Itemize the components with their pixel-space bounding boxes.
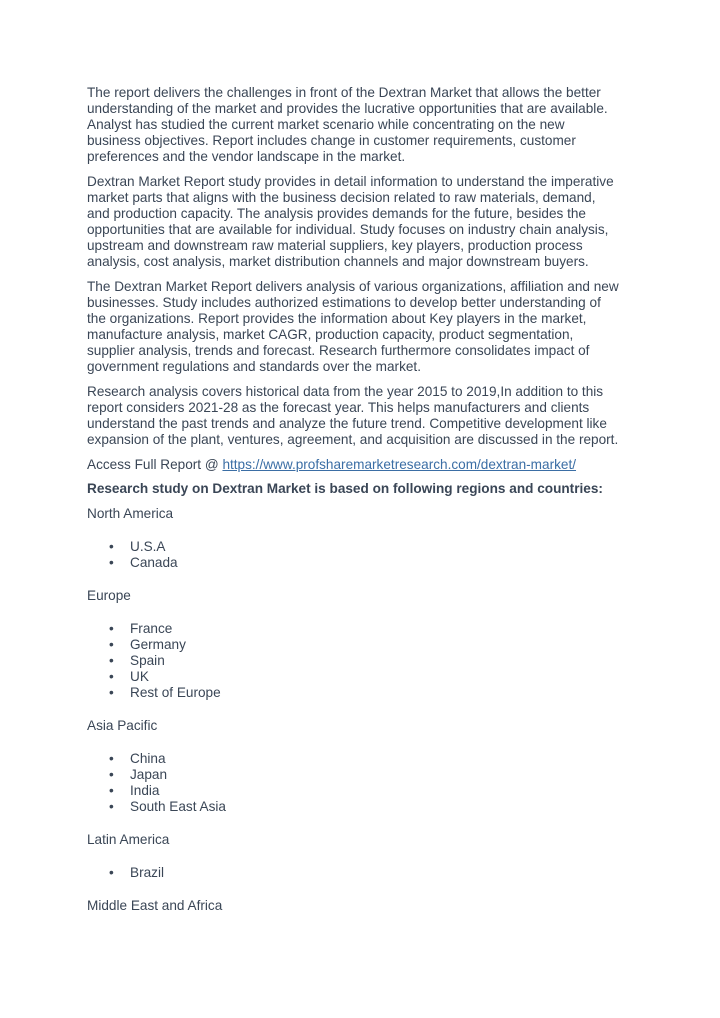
bullet-icon: • <box>109 669 114 684</box>
country-label: Spain <box>130 653 165 668</box>
list-item <box>87 555 647 571</box>
paragraph-study-details: Dextran Market Report study provides in detail information to understand the imperative market parts that aligns with the business decision related to raw materials, demand, and production capacity. The analysis provides demands for the future, besides the opportunities that are available for individual. Study focuses on industry chain analysis, upstream and downstream raw material suppliers, key players, production process analysis, cost analysis, market distribution channels and major downstream buyers. <box>87 174 614 269</box>
paragraph-organizations: The Dextran Market Report delivers analysis of various organizations, affiliation and new businesses. Study includes authorized estimations to develop better understanding of the organizations. Report provides the information about Key players in the market, manufacture analysis, market CAGR, production capacity, product segmentation, supplier analysis, trends and forecast. Research furthermore consolidates impact of government regulations and standards over the market. <box>87 279 619 374</box>
regions-section <box>87 506 647 914</box>
region-title-middle-east-africa: Middle East and Africa <box>87 898 223 913</box>
country-label: India <box>130 783 160 798</box>
bullet-icon: • <box>109 799 114 814</box>
country-label: Brazil <box>130 865 164 880</box>
list-item <box>87 669 647 685</box>
list-item <box>87 637 647 653</box>
region-title-latin-america: Latin America <box>87 832 170 847</box>
country-label: China <box>130 751 166 766</box>
list-item <box>87 621 647 637</box>
region-list-asia-pacific <box>87 751 647 815</box>
country-label: Canada <box>130 555 178 570</box>
list-item <box>87 865 647 881</box>
bullet-icon: • <box>109 653 114 668</box>
region-title-asia-pacific: Asia Pacific <box>87 718 158 733</box>
region-list-latin-america <box>87 865 647 881</box>
bullet-icon: • <box>109 637 114 652</box>
list-item <box>87 751 647 767</box>
access-prefix: Access Full Report @ <box>87 457 223 472</box>
bullet-icon: • <box>109 783 114 798</box>
access-full-report <box>87 457 647 473</box>
bullet-icon: • <box>109 685 114 700</box>
bullet-icon: • <box>109 555 114 570</box>
list-item <box>87 799 647 815</box>
list-item <box>87 539 647 555</box>
list-item <box>87 653 647 669</box>
bullet-icon: • <box>109 751 114 766</box>
country-label: UK <box>130 669 149 684</box>
regions-heading: Research study on Dextran Market is based on following regions and countries: <box>87 481 603 496</box>
country-label: Japan <box>130 767 168 782</box>
country-label: U.S.A <box>130 539 166 554</box>
paragraph-historical-data: Research analysis covers historical data from the year 2015 to 2019,In addition to this report considers 2021-28 as the forecast year. This helps manufacturers and clients understand the past trends and analyze the future trend. Competitive development like expansion of the plant, ventures, agreement, and acquisition are discussed in the report. <box>87 384 619 447</box>
list-item <box>87 685 647 701</box>
bullet-icon: • <box>109 767 114 782</box>
region-title-north-america: North America <box>87 506 174 521</box>
country-label: South East Asia <box>130 799 226 814</box>
bullet-icon: • <box>109 539 114 554</box>
list-item <box>87 767 647 783</box>
paragraph-intro: The report delivers the challenges in front of the Dextran Market that allows the better understanding of the market and provides the lucrative opportunities that are available. Analyst has studied the current market scenario while concentrating on the new business objectives. Report includes change in customer requirements, customer preferences and the vendor landscape in the market. <box>87 85 608 164</box>
region-list-north-america <box>87 539 647 571</box>
country-label: Rest of Europe <box>130 685 221 700</box>
country-label: Germany <box>130 637 186 652</box>
region-title-europe: Europe <box>87 588 131 603</box>
bullet-icon: • <box>109 621 114 636</box>
report-link[interactable]: https://www.profsharemarketresearch.com/dextran-market/ <box>222 457 577 472</box>
country-label: France <box>130 621 173 636</box>
bullet-icon: • <box>109 865 114 880</box>
list-item <box>87 783 647 799</box>
region-list-europe <box>87 621 647 701</box>
document-page <box>87 85 647 931</box>
